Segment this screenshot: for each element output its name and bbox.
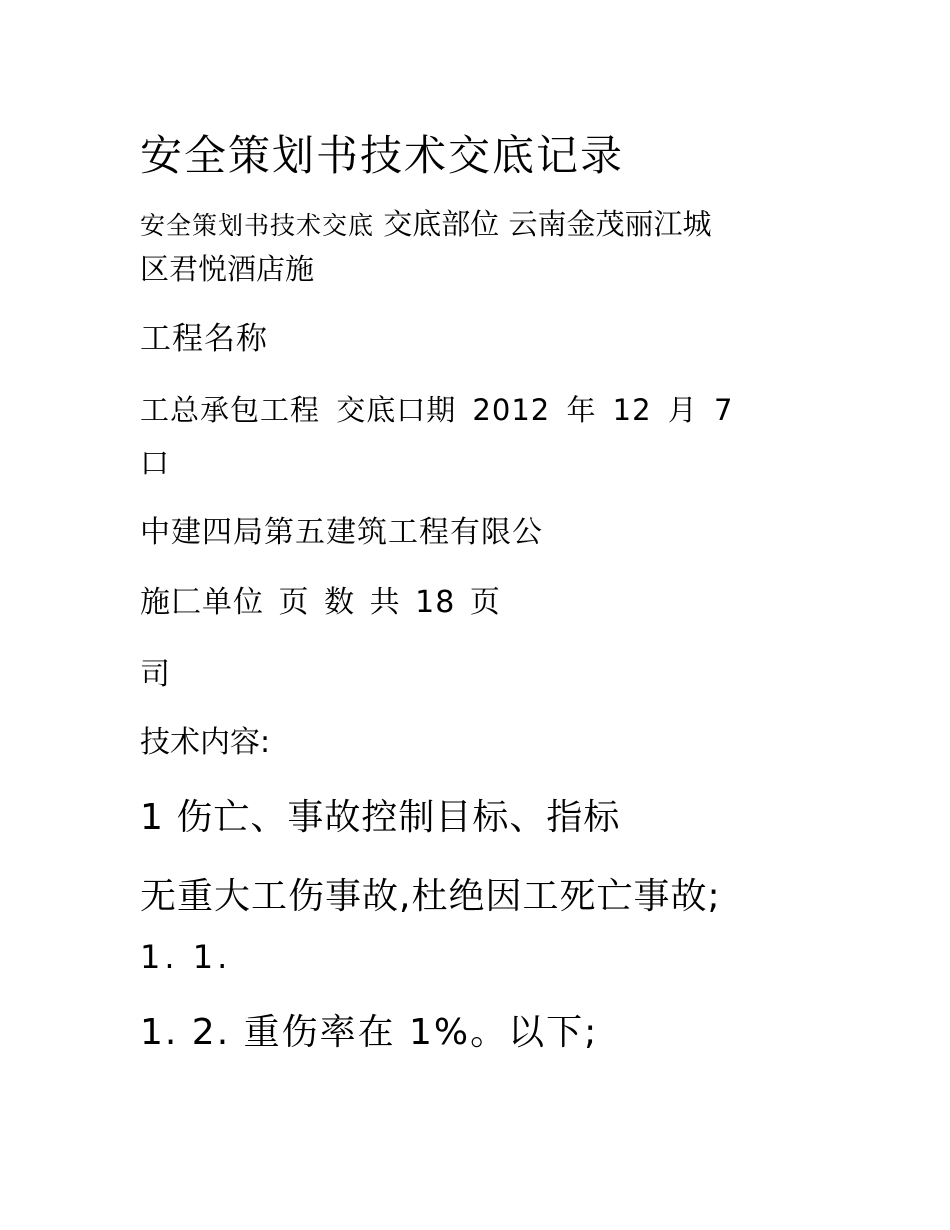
company-name: 中建四局第五建筑工程有限公 <box>140 515 543 550</box>
part-location-text: 交底部位 云南金茂丽江城 <box>374 207 712 241</box>
item-number: 1. 1. <box>140 938 232 976</box>
construction-unit-pages-row: 施匚单位 页 数 共 18 页 <box>140 585 501 620</box>
date-continued: 口 <box>140 446 170 480</box>
header-row-part-location <box>140 207 712 241</box>
item-line: 1. 2. 重伤率在 1%。以下; <box>140 1012 599 1053</box>
header-label: 安全策划书技术交底 <box>140 211 375 240</box>
document-title: 安全策划书技术交底记录 <box>140 131 625 180</box>
project-name-label: 工程名称 <box>140 321 268 357</box>
section-heading: 1 伤亡、事故控制目标、指标 <box>140 797 621 838</box>
technical-content-label: 技术内容: <box>140 725 271 760</box>
paragraph-line: 无重大工伤事故,杜绝因工死亡事故; <box>140 876 721 917</box>
company-name-continued: 司 <box>140 657 170 692</box>
project-and-date-row: 工总承包工程 交底口期 2012 年 12 月 7 <box>140 393 734 427</box>
part-location-continued: 区君悦酒店施 <box>140 252 315 286</box>
